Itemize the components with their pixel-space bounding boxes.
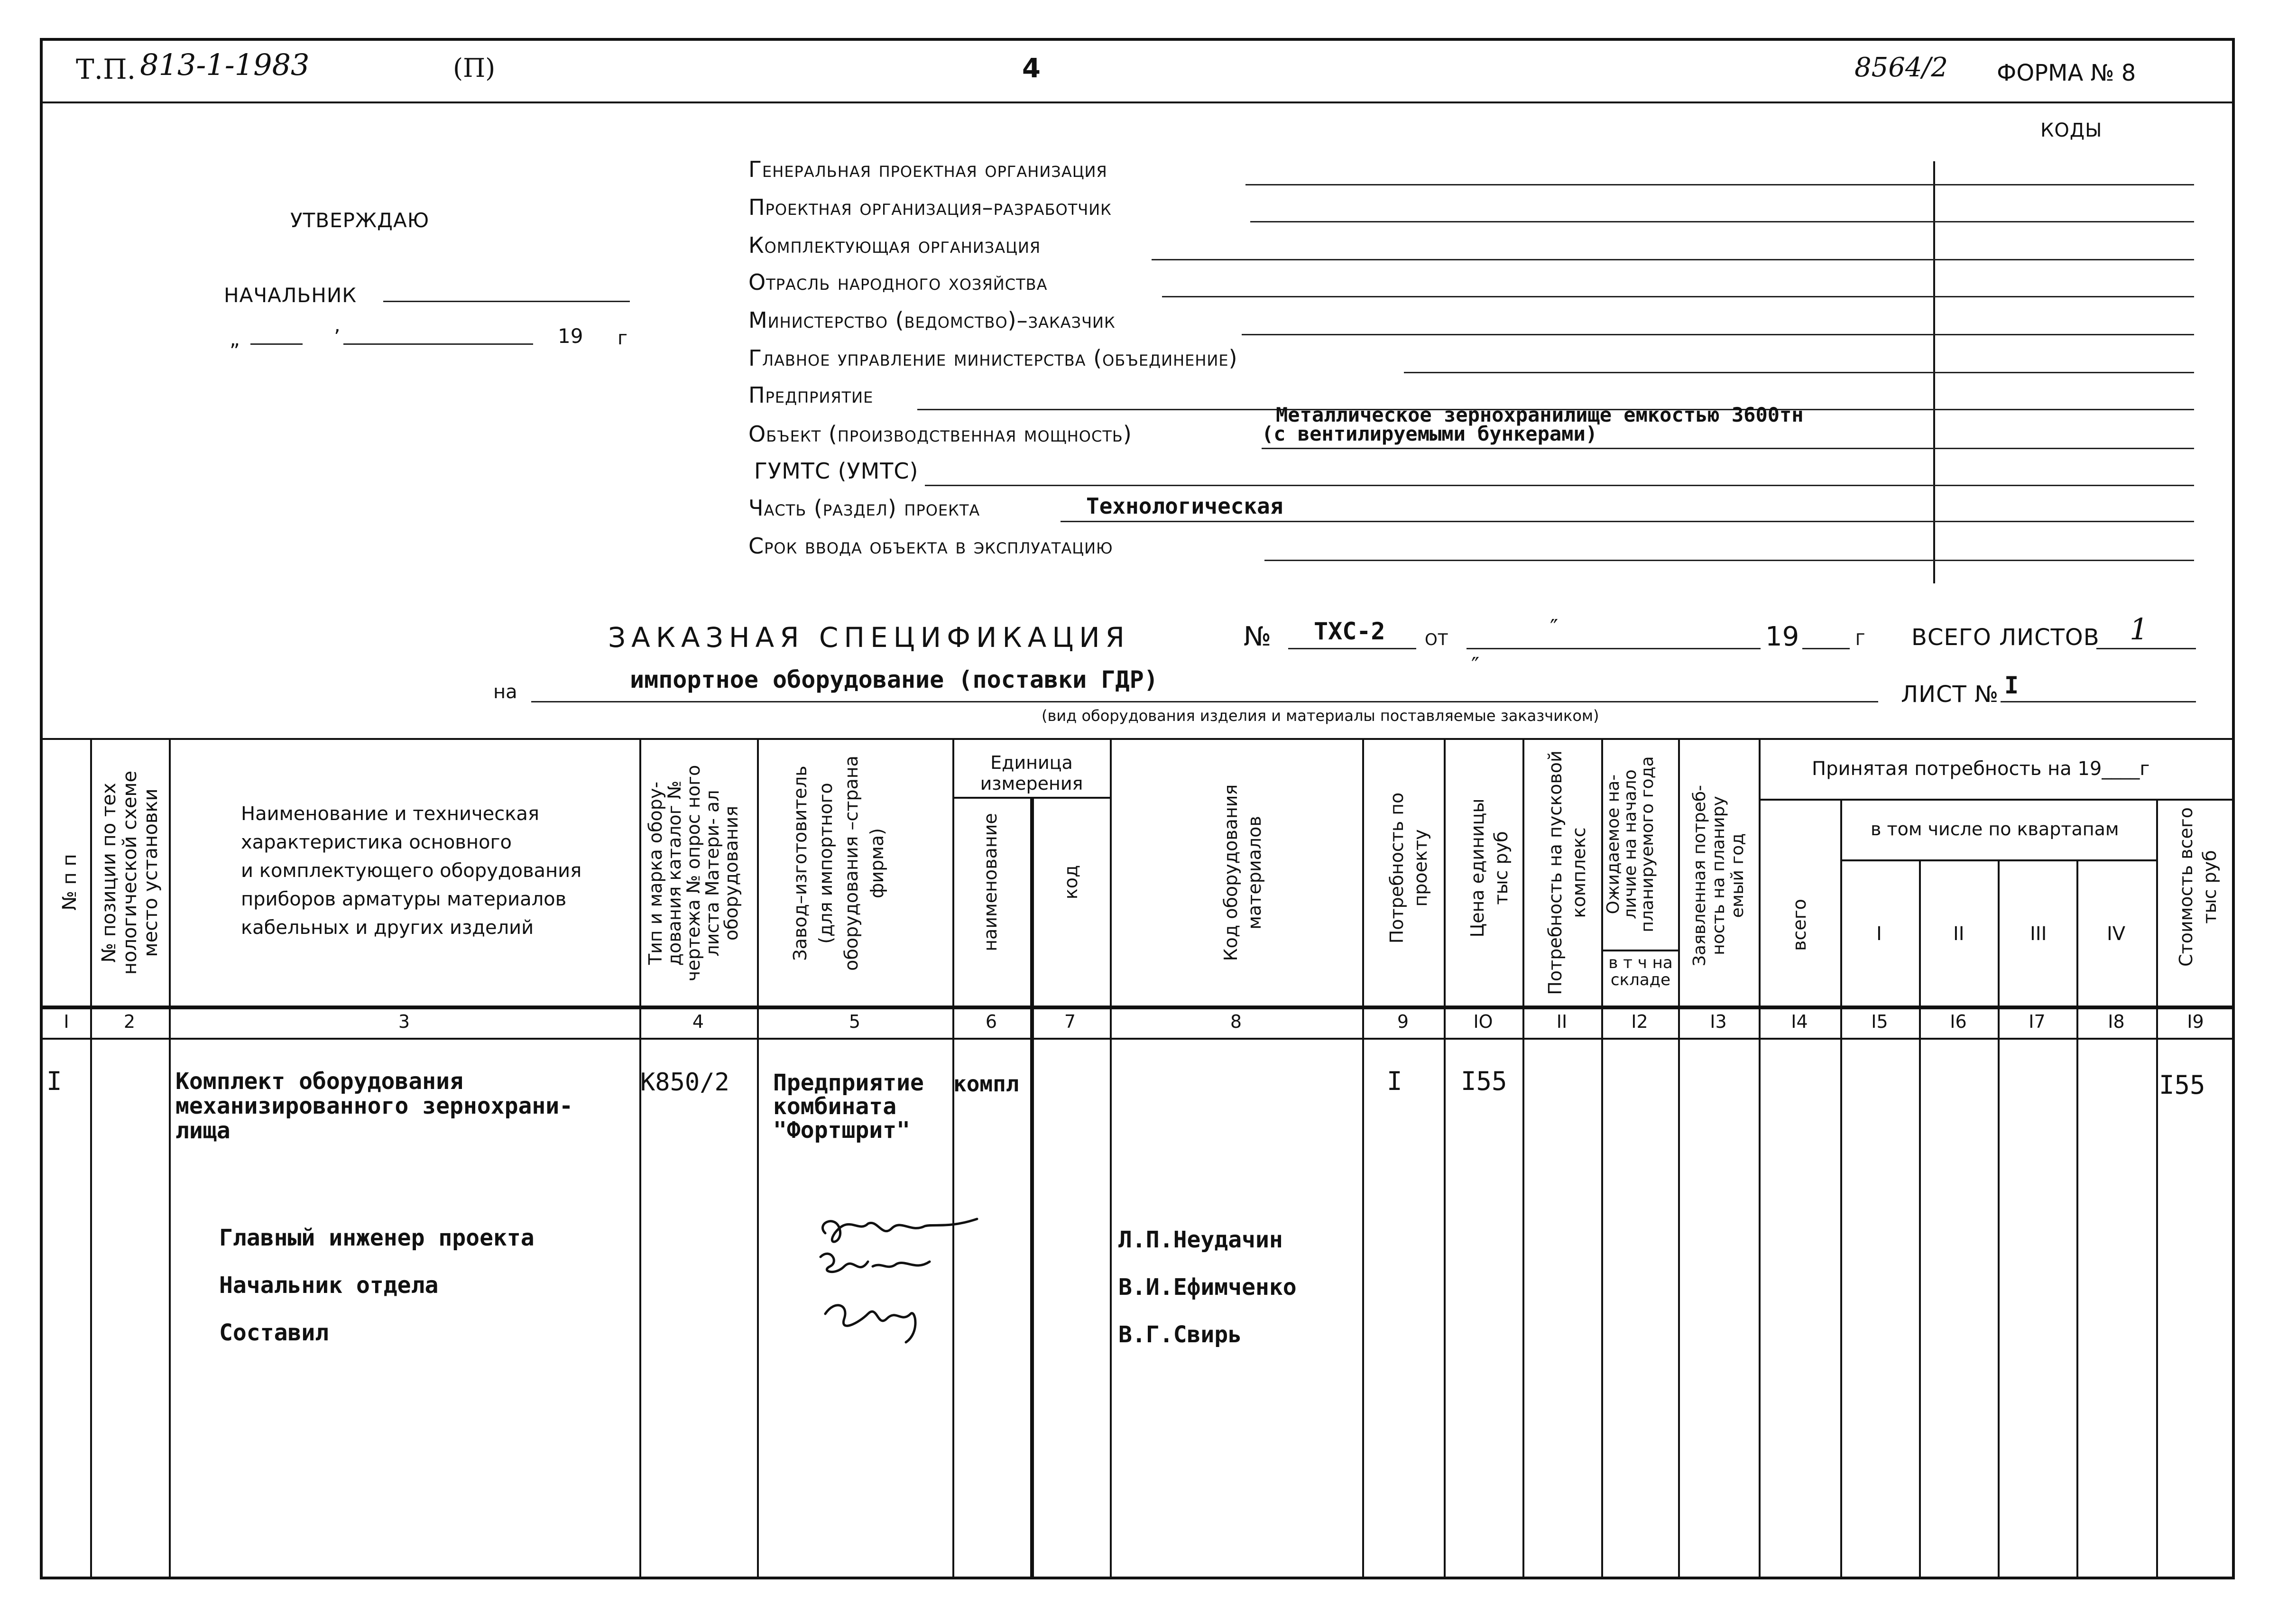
date-comma: ‚ bbox=[334, 313, 341, 336]
form-label: ФОРМА № 8 bbox=[1997, 60, 2136, 86]
chief-signature-line bbox=[383, 301, 630, 302]
colnum-11: II bbox=[1556, 1011, 1568, 1032]
date-quote: „ bbox=[230, 327, 240, 351]
col-sep-5 bbox=[952, 738, 954, 1579]
row-unit: компл bbox=[953, 1071, 1019, 1097]
colnum-3: 3 bbox=[398, 1011, 410, 1032]
colnum-6: 6 bbox=[985, 1011, 997, 1032]
org-label-branch: Отрасль народного хозяйства bbox=[748, 269, 1048, 295]
table-top-line bbox=[40, 738, 2235, 740]
spec-sheet: I bbox=[2004, 672, 2019, 699]
spec-quote-1: ″ bbox=[1550, 615, 1559, 640]
spec-number: ТХС-2 bbox=[1314, 618, 1385, 645]
hdr-c13: Заявленная потреб- ность на планиру емый год bbox=[1690, 784, 1747, 967]
colnum-8: 8 bbox=[1230, 1011, 1242, 1032]
colnum-5: 5 bbox=[849, 1011, 861, 1032]
col-sep-3 bbox=[639, 738, 641, 1579]
colnum-16: I6 bbox=[1950, 1011, 1967, 1032]
row-need: I bbox=[1387, 1066, 1402, 1096]
hdr-c3-line-3: и комплектующего оборудования bbox=[241, 860, 582, 882]
hdr-accepted-group: Принятая потребность на 19____г bbox=[1812, 758, 2150, 780]
row-name bbox=[175, 1069, 573, 1143]
signature-scribble-1 bbox=[822, 1219, 977, 1242]
colnum-14: I4 bbox=[1791, 1011, 1808, 1032]
col-sep-10 bbox=[1522, 738, 1524, 1579]
c12-sub-line bbox=[1601, 950, 1678, 951]
hdr-c3-line-4: приборов арматуры материалов bbox=[241, 888, 567, 910]
spec-number-line bbox=[1288, 648, 1416, 649]
signature-role-dept-head: Начальник отдела bbox=[219, 1272, 439, 1299]
spec-year-prefix: 19 bbox=[1765, 621, 1799, 652]
row-name-line-1: Комплект оборудования bbox=[175, 1068, 463, 1095]
row-name-line-3: лища bbox=[175, 1117, 231, 1144]
hdr-c12: Ожидаемое на- личие на начало планируемого года bbox=[1604, 756, 1657, 932]
row-price: I55 bbox=[1461, 1066, 1507, 1096]
signature-scribble-2 bbox=[821, 1254, 930, 1272]
spec-sheet-line bbox=[2001, 701, 2196, 702]
col-sep-1 bbox=[90, 738, 92, 1579]
org-label-complect: Комплектующая организация bbox=[748, 232, 1041, 258]
page-number: 4 bbox=[1022, 53, 1041, 84]
tp-number: 813-1-1983 bbox=[140, 47, 310, 82]
col-sep-7 bbox=[1110, 738, 1112, 1579]
hdr-c4: Тип и марка обору- дования каталог № чертежа № опрос ного листа Матери- ал оборудования bbox=[645, 765, 742, 982]
colnum-10: IO bbox=[1473, 1011, 1493, 1032]
hdr-c19: Стоимость всего тыс руб bbox=[2176, 807, 2220, 967]
row-maker-line-1: Предприятие bbox=[773, 1070, 924, 1096]
colnum-7: 7 bbox=[1064, 1011, 1076, 1032]
spec-title: ЗАКАЗНАЯ СПЕЦИФИКАЦИЯ bbox=[608, 621, 1130, 654]
row-maker-line-2: комбината bbox=[773, 1093, 897, 1120]
colnum-9: 9 bbox=[1397, 1011, 1409, 1032]
hdr-c5: Завод–изготовитель (для импортного оборудования –страна фирма) bbox=[790, 756, 887, 971]
spec-na-label: на bbox=[493, 681, 517, 703]
org-label-developer: Проектная организация–разработчик bbox=[748, 194, 1112, 220]
col-sep-12 bbox=[1678, 738, 1680, 1579]
org-line-deadline bbox=[1264, 560, 2194, 561]
spec-equipment-line bbox=[531, 701, 1878, 702]
org-label-part: Часть (раздел) проекта bbox=[748, 495, 980, 521]
org-label-main-admin: Главное управление министерства (объединение) bbox=[748, 345, 1238, 371]
hdr-quarters-group: в том числе по квартапам bbox=[1871, 819, 2119, 840]
signature-role-compiler: Составил bbox=[219, 1320, 329, 1346]
spec-total-sheets: 1 bbox=[2130, 612, 2149, 646]
hdr-c6: наименование bbox=[980, 813, 1001, 951]
doc-code: 8564/2 bbox=[1854, 52, 1948, 83]
object-value-2: (с вентилируемыми бункерами) bbox=[1262, 422, 1598, 445]
accepted-group-line bbox=[1759, 799, 2235, 801]
row-number: I bbox=[46, 1066, 62, 1096]
row-type: К850/2 bbox=[640, 1068, 729, 1097]
col-sep-6 bbox=[1030, 797, 1034, 1579]
hdr-q3: III bbox=[2030, 923, 2047, 945]
tp-prefix: Т.П. bbox=[76, 53, 136, 85]
col-sep-14 bbox=[1840, 799, 1842, 1579]
org-label-general: Генеральная проектная организация bbox=[748, 157, 1107, 182]
spec-year-suffix: г bbox=[1855, 624, 1866, 651]
org-line-part bbox=[1061, 521, 2194, 522]
signature-role-chief-engineer: Главный инженер проекта bbox=[219, 1225, 535, 1251]
table-colnum-bottom bbox=[40, 1038, 2235, 1040]
hdr-c2: № позиции по тех нологической схеме место установки bbox=[98, 770, 162, 975]
hdr-q2: II bbox=[1953, 923, 1965, 945]
hdr-c10: Цена единицы тыс руб bbox=[1467, 798, 1512, 938]
hdr-c3-line-1: Наименование и техническая bbox=[241, 803, 539, 825]
colnum-4: 4 bbox=[692, 1011, 704, 1032]
col-sep-18 bbox=[2156, 799, 2158, 1579]
col-sep-8 bbox=[1362, 738, 1364, 1579]
colnum-15: I5 bbox=[1871, 1011, 1888, 1032]
spec-note: (вид оборудования изделия и материалы поставляемые заказчиком) bbox=[1042, 707, 1599, 725]
row-maker bbox=[773, 1071, 924, 1142]
hdr-c12-sub: в т ч на складе bbox=[1608, 953, 1673, 989]
col-sep-2 bbox=[169, 738, 171, 1579]
hdr-q1: I bbox=[1876, 923, 1882, 945]
hdr-c7: код bbox=[1061, 865, 1081, 900]
signature-scribble-3 bbox=[825, 1305, 915, 1342]
signature-name-compiler: В.Г.Свирь bbox=[1118, 1321, 1242, 1348]
hdr-c14: всего bbox=[1789, 899, 1810, 951]
org-line-complect bbox=[1152, 259, 2194, 260]
colnum-2: 2 bbox=[123, 1011, 136, 1032]
colnum-12: I2 bbox=[1631, 1011, 1648, 1032]
col-sep-9 bbox=[1444, 738, 1446, 1579]
row-cost: I55 bbox=[2159, 1070, 2205, 1100]
unit-group-line bbox=[952, 797, 1110, 799]
org-label-gumts: ГУМТС (УМТС) bbox=[754, 458, 919, 484]
org-line-developer bbox=[1250, 221, 2194, 222]
col-sep-16 bbox=[1998, 859, 2000, 1579]
hdr-unit-group: Единица измерения bbox=[980, 752, 1083, 794]
hdr-c11: Потребность на пусковой комплекс bbox=[1545, 750, 1589, 995]
handwritten-signatures bbox=[806, 1205, 987, 1366]
colnum-13: I3 bbox=[1710, 1011, 1727, 1032]
hdr-c3-line-2: характеристика основного bbox=[241, 831, 512, 853]
org-line-object bbox=[1262, 448, 2194, 449]
org-label-enterprise: Предприятие bbox=[748, 382, 874, 408]
row-maker-line-3: "Фортшрит" bbox=[773, 1117, 910, 1144]
signature-name-chief-engineer: Л.П.Неудачин bbox=[1118, 1227, 1283, 1253]
spec-quote-2: ″ bbox=[1471, 653, 1480, 678]
org-label-object: Объект (производственная мощность) bbox=[748, 421, 1132, 447]
date-month-line bbox=[343, 343, 533, 345]
org-line-main-admin bbox=[1404, 372, 2194, 373]
part-label: (П) bbox=[453, 53, 496, 83]
approve-label: УТВЕРЖДАЮ bbox=[290, 209, 430, 232]
hdr-c8: Код оборудования материалов bbox=[1220, 784, 1265, 961]
spec-from-label: от bbox=[1425, 624, 1448, 651]
hdr-c3 bbox=[241, 800, 581, 942]
col-sep-11 bbox=[1601, 738, 1603, 1579]
object-value: Металлическое зернохранилище емкостью 3600тн bbox=[1276, 403, 1804, 426]
spec-total-line bbox=[2096, 648, 2196, 649]
hdr-c1: № п п bbox=[59, 854, 81, 911]
spec-number-label: № bbox=[1244, 621, 1272, 652]
org-label-ministry: Министерство (ведомство)–заказчик bbox=[748, 307, 1116, 333]
hdr-c9: Потребность по проекту bbox=[1386, 792, 1431, 944]
row-name-line-2: механизированного зернохрани- bbox=[175, 1093, 573, 1119]
col-sep-17 bbox=[2076, 859, 2078, 1579]
hdr-c3-line-5: кабельных и других изделий bbox=[241, 917, 534, 939]
colnum-17: I7 bbox=[2029, 1011, 2046, 1032]
table-header-bottom bbox=[40, 1006, 2235, 1009]
codes-label: КОДЫ bbox=[2040, 120, 2103, 141]
date-day-line bbox=[250, 343, 303, 345]
org-line-gumts bbox=[925, 485, 2194, 486]
colnum-1: I bbox=[64, 1011, 69, 1032]
date-year-suffix: г bbox=[618, 327, 628, 349]
spec-total-sheets-label: ВСЕГО ЛИСТОВ bbox=[1911, 624, 2100, 651]
chief-label: НАЧАЛЬНИК bbox=[224, 284, 357, 307]
colnum-19: I9 bbox=[2187, 1011, 2204, 1032]
col-sep-4 bbox=[757, 738, 759, 1579]
signature-name-dept-head: В.И.Ефимченко bbox=[1118, 1274, 1297, 1301]
colnum-18: I8 bbox=[2108, 1011, 2125, 1032]
date-year-prefix: 19 bbox=[558, 324, 583, 348]
org-line-general bbox=[1245, 184, 2194, 185]
org-label-deadline: Срок ввода объекта в эксплуатацию bbox=[748, 533, 1113, 559]
quarters-group-line bbox=[1840, 859, 2156, 861]
spec-equipment: импортное оборудование (поставки ГДР) bbox=[630, 666, 1158, 693]
col-sep-13 bbox=[1759, 738, 1761, 1579]
org-line-ministry bbox=[1242, 334, 2194, 335]
spec-date-line bbox=[1467, 648, 1761, 649]
col-sep-15 bbox=[1919, 859, 1921, 1579]
spec-sheet-label: ЛИСТ № bbox=[1901, 681, 1999, 708]
spec-year-line bbox=[1802, 648, 1850, 649]
part-value: Технологическая bbox=[1086, 493, 1283, 519]
org-line-branch bbox=[1162, 296, 2194, 297]
hdr-q4: IV bbox=[2107, 923, 2126, 945]
header-divider bbox=[40, 102, 2235, 103]
